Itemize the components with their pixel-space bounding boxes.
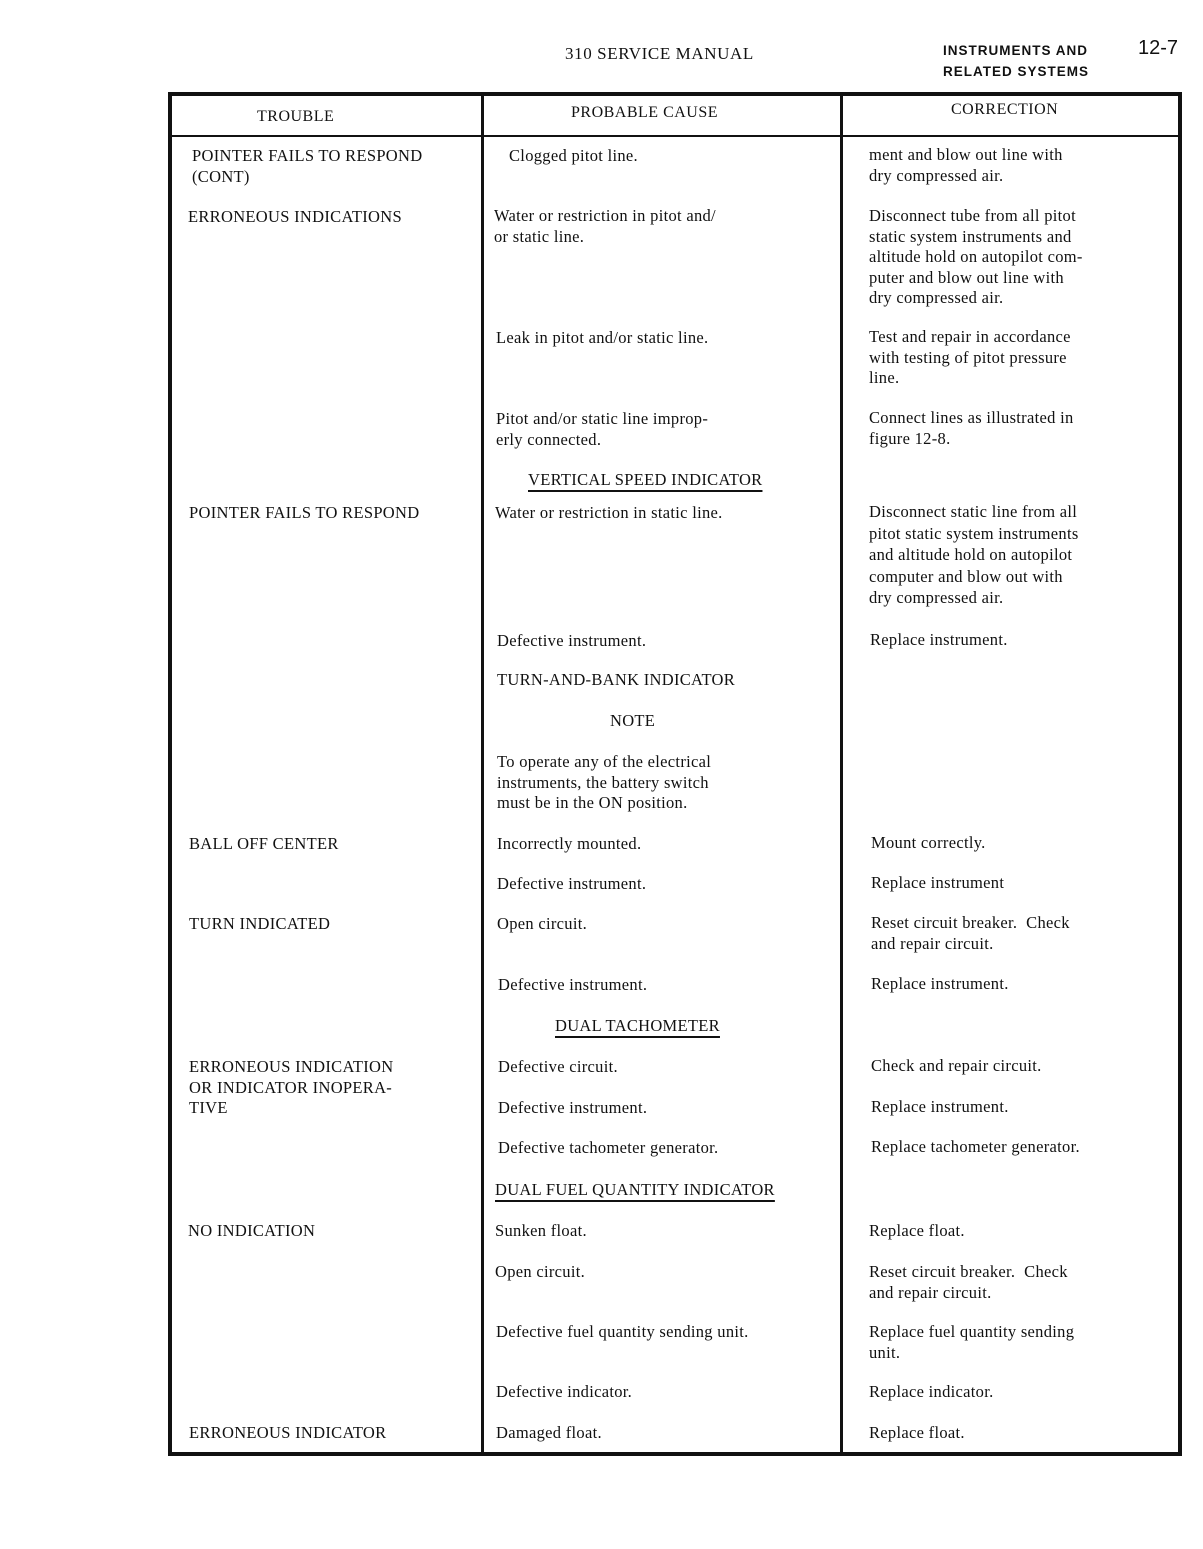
correction-cell: Replace fuel quantity sending unit. [869, 1322, 1075, 1362]
correction-cell: Mount correctly. [871, 833, 986, 852]
cause-cell: Defective tachometer generator. [498, 1138, 719, 1157]
note-text: To operate any of the electrical instruments, the battery switch must be in the ON position. [497, 752, 712, 812]
cause-cell: Water or restriction in pitot and/ or static line. [494, 206, 716, 246]
correction-cell: Replace instrument [871, 873, 1005, 892]
manual-title: 310 SERVICE MANUAL [565, 44, 754, 63]
cause-cell: Defective circuit. [498, 1057, 618, 1076]
correction-cell: Reset circuit breaker. Check and repair circuit. [871, 913, 1070, 953]
correction-cell: Connect lines as illustrated in figure 12-8. [869, 408, 1074, 448]
note-heading: NOTE [610, 711, 656, 730]
correction-cell: Replace instrument. [871, 1097, 1009, 1116]
correction-cell: Check and repair circuit. [871, 1056, 1042, 1075]
column-divider-2 [840, 96, 843, 1452]
cause-cell: Sunken float. [495, 1221, 587, 1240]
header-divider [172, 135, 1178, 137]
cause-cell: Pitot and/or static line improp- erly connected. [496, 409, 709, 449]
cause-cell: Incorrectly mounted. [497, 834, 642, 853]
correction-cell: Replace float. [869, 1221, 965, 1240]
cause-cell: Leak in pitot and/or static line. [496, 328, 709, 347]
correction-cell: Test and repair in accordance with testing of pitot pressure line. [869, 327, 1071, 387]
cause-cell: Open circuit. [497, 914, 588, 933]
column-header-correction: CORRECTION [951, 101, 1059, 118]
correction-cell: Replace tachometer generator. [871, 1137, 1080, 1156]
cause-cell: Open circuit. [495, 1262, 586, 1281]
section-heading-dual-tachometer: DUAL TACHOMETER [555, 1016, 720, 1035]
cause-cell: Defective fuel quantity sending unit. [496, 1322, 749, 1341]
cause-cell: Defective instrument. [497, 874, 647, 893]
cause-cell: Damaged float. [496, 1423, 602, 1442]
correction-cell: Replace instrument. [870, 630, 1008, 649]
trouble-cell: TURN INDICATED [189, 914, 331, 933]
trouble-cell: POINTER FAILS TO RESPOND (CONT) [192, 146, 423, 186]
correction-cell: Replace instrument. [871, 974, 1009, 993]
section-title [943, 40, 1089, 82]
trouble-cell: ERRONEOUS INDICATOR [189, 1423, 387, 1442]
column-header-probable-cause: PROBABLE CAUSE [571, 104, 719, 121]
section-title-line-2: RELATED SYSTEMS [943, 64, 1090, 79]
section-heading-vertical-speed-indicator: VERTICAL SPEED INDICATOR [528, 470, 763, 489]
cause-cell: Defective instrument. [498, 975, 648, 994]
section-heading-dual-fuel-quantity-indicator: DUAL FUEL QUANTITY INDICATOR [495, 1180, 775, 1199]
cause-cell: Defective indicator. [496, 1382, 633, 1401]
cause-cell: Defective instrument. [497, 631, 647, 650]
correction-cell: Disconnect static line from all pitot static system instruments and altitude hold on autopilot computer and blow out with dry compressed air. [869, 502, 1079, 607]
correction-cell: ment and blow out line with dry compressed air. [869, 145, 1063, 185]
section-heading-turn-and-bank-indicator: TURN-AND-BANK INDICATOR [497, 670, 736, 689]
correction-cell: Replace float. [869, 1423, 965, 1442]
correction-cell: Disconnect tube from all pitot static system instruments and altitude hold on autopilot com- puter and blow out line with dry compressed air. [869, 206, 1083, 307]
column-divider-1 [481, 96, 484, 1452]
cause-cell: Water or restriction in static line. [495, 503, 723, 522]
trouble-cell: BALL OFF CENTER [189, 834, 339, 853]
trouble-cell: ERRONEOUS INDICATION OR INDICATOR INOPERA- TIVE [189, 1057, 394, 1117]
trouble-cell: NO INDICATION [188, 1221, 316, 1240]
correction-cell: Reset circuit breaker. Check and repair circuit. [869, 1262, 1068, 1302]
page-number: 12-7 [1138, 37, 1179, 59]
column-header-trouble: TROUBLE [257, 108, 335, 125]
trouble-cell: ERRONEOUS INDICATIONS [188, 207, 402, 226]
section-title-line-1: INSTRUMENTS AND [943, 43, 1088, 58]
trouble-cell: POINTER FAILS TO RESPOND [189, 503, 420, 522]
cause-cell: Defective instrument. [498, 1098, 648, 1117]
correction-cell: Replace indicator. [869, 1382, 994, 1401]
cause-cell: Clogged pitot line. [509, 146, 638, 165]
